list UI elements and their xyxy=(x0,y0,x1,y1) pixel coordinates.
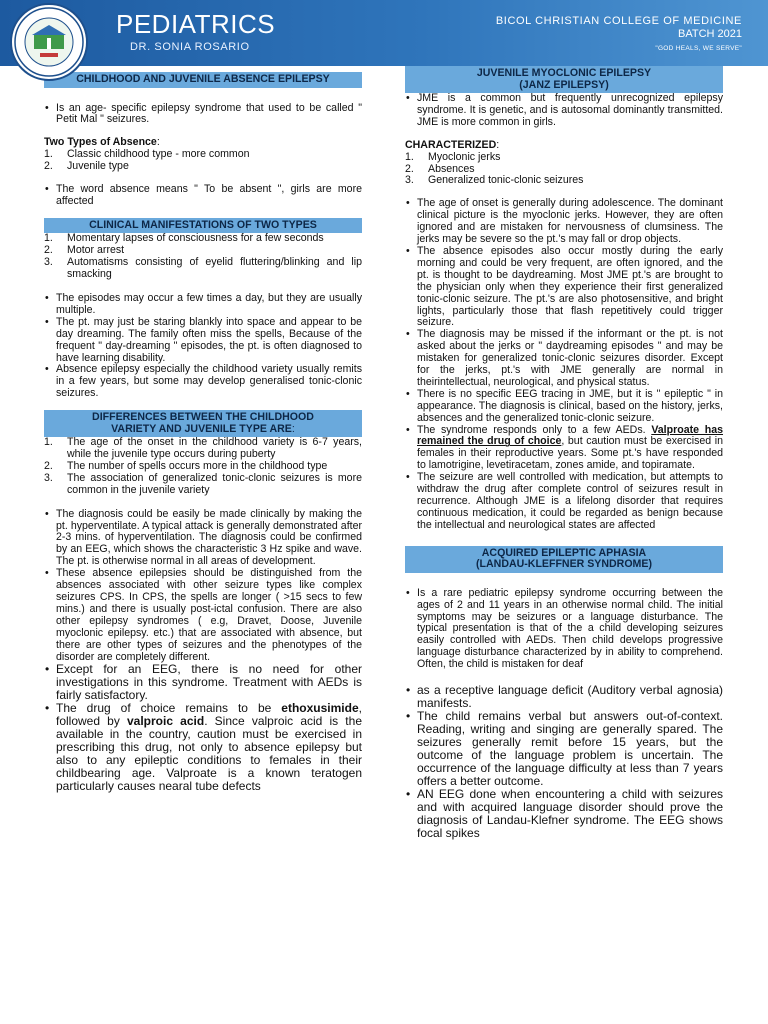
college-seal-icon xyxy=(10,3,88,81)
page-header xyxy=(0,0,768,66)
section-heading-clinical-manifestations: CLINICAL MANIFESTATIONS OF TWO TYPES xyxy=(44,218,362,234)
list-item: • Absence epilepsy especially the childhood variety usually remits in a few years, but some may develop generalised tonic-clonic seizures. xyxy=(44,364,362,400)
list-item: • AN EEG done when encountering a child with seizures and with acquired language disorder should prove the diagnosis of Landau-Klefner syndrome. The EEG shows focal spikes xyxy=(405,788,723,840)
list-item: • The child remains verbal but answers out-of-context. Reading, writing and singing are generally spared. The seizures generally remit before 15 years, but the outcome of the language problem is uncertain. The occurrence of the language difficulty at less than 7 years offers a better outcome. xyxy=(405,710,723,788)
list-item: 2. Motor arrest xyxy=(44,244,125,257)
list-item: • The syndrome responds only to a few AEDs. Valproate has remained the drug of choice, but caution must be exercised in females in their reproductive years. Some pt.'s have responded to lamotrigine, levetiracetam, zones amide, and topiramate. xyxy=(405,425,723,473)
characterized-list xyxy=(405,152,723,188)
types-list xyxy=(44,149,362,173)
manifestations-notes xyxy=(44,293,362,400)
list-item: 3. The association of generalized tonic-clonic seizures is more common in the juvenile variety xyxy=(44,471,362,496)
manifestations-list xyxy=(44,233,362,281)
motto: "GOD HEALS, WE SERVE" xyxy=(655,45,742,52)
list-item: • These absence epilepsies should be distinguished from the absences associated with other seizure types like complex seizures CPS. In CPS, the spells are longer ( >15 secs to few mins.) and there is usually post-ictal confusion. There are also other epilepsy syndromes ( e.g, Dravet, Doose, Juvenile myoclonic epilepsy. etc.) that are associated with absence, but there are other types of seizures and the phenotypes of the disorder are completely different. xyxy=(44,568,362,663)
list-item: 2. Absences xyxy=(405,162,475,175)
section-heading-differences: DIFFERENCES BETWEEN THE CHILDHOOD VARIETY AND JUVENILE TYPE ARE: xyxy=(44,410,362,437)
diagnosis-notes xyxy=(44,509,362,664)
list-item: 3. Generalized tonic-clonic seizures xyxy=(405,174,584,187)
list-item: • as a receptive language deficit (Auditory verbal agnosia) manifests. xyxy=(405,684,723,710)
list-item: 1. Momentary lapses of consciousness for a few seconds xyxy=(44,232,324,245)
list-item: • There is no specific EEG tracing in JME, but it is " epileptic " in appearance. The diagnosis is clinical, based on the history, jerks, absences and the generalized tonic-clonic seizure. xyxy=(405,389,723,425)
list-item: 1. The age of the onset in the childhood variety is 6-7 years, while the juvenile type occurs during puberty xyxy=(44,436,362,461)
list-item: • Is an age- specific epilepsy syndrome that used to be called " Petit Mal " seizures. xyxy=(44,103,362,127)
header-right xyxy=(496,15,742,52)
section-heading-absence-epilepsy: CHILDHOOD AND JUVENILE ABSENCE EPILEPSY xyxy=(44,72,362,88)
list-item: 1. Myoclonic jerks xyxy=(405,150,501,163)
list-item: • The seizure are well controlled with medication, but attempts to withdraw the drug after complete control of seizures result in recurrence. Although JME is a lifelong disorder that requires continuous medication, it could be regarded as benign because the intellectual and neurological states are affected xyxy=(405,472,723,532)
list-item: • The pt. may just be staring blankly into space and appear to be day dreaming. The family often miss the spells, Because of the frequent " day-dreaming " episodes, the pt. is often diagnosed to have learning disability. xyxy=(44,317,362,365)
list-item: • JME is a common but frequently unrecognized epilepsy syndrome. It is genetic, and is autosomal dominantly transmitted. JME is more common in girls. xyxy=(405,93,723,129)
section-heading-jme: JUVENILE MYOCLONIC EPILEPSY (JANZ EPILEPSY) xyxy=(405,66,723,93)
left-column xyxy=(44,70,362,793)
list-item: • The drug of choice remains to be ethoxusimide, followed by valproic acid. Since valproic acid is the available in the country, caution must be exercised in prescribing this drug, not only to absence epilepsy but also to any epileptic conditions to females in their childbearing age. Valproate is a known teratogen particularly causes nearal tube defects xyxy=(44,702,362,793)
list-item: • Except for an EEG, there is no need for other investigations in this syndrome. Treatment with AEDs is fairly satisfactory. xyxy=(44,663,362,702)
characterized-heading: CHARACTERIZED: xyxy=(405,138,500,151)
list-item: 2. Juvenile type xyxy=(44,160,129,173)
list-item: • The age of onset is generally during adolescence. The dominant clinical picture is the myoclonic jerks. However, they are often ignored and are mistaken for nervousness of clumsiness. The jerks may be severe so the pt.'s may fall or drop objects. xyxy=(405,198,723,246)
list-item: • The diagnosis could be easily be made clinically by making the pt. hyperventilate. A typical attack is generally demonstrated after 2-3 mins. of hyperventilation. The diagnosis could be confirmed by an EEG, which shows the characteristic 3 Hz spike and wave. The pt. is otherwise normal in all areas of development. xyxy=(44,509,362,569)
list-item: • The episodes may occur a few times a day, but they are usually multiple. xyxy=(44,293,362,317)
section-heading-landau-kleffner: ACQUIRED EPILEPTIC APHASIA (LANDAU-KLEFFNER SYNDROME) xyxy=(405,546,723,573)
list-item: • Is a rare pediatric epilepsy syndrome occurring between the ages of 2 and 11 years in an otherwise normal child. The initial symptoms may be seizures or a language disturbance. The typical presentation is that of the a child developing seizures easily controlled with AEDs. Then child develops progressive language disturbance characterized by in ability to comprehend. Often, the child is mistaken for deaf xyxy=(405,588,723,671)
jme-notes xyxy=(405,198,723,424)
differences-list xyxy=(44,437,362,497)
page-title: PEDIATRICS xyxy=(116,9,276,39)
list-item: 3. Automatisms consisting of eyelid fluttering/blinking and lip smacking xyxy=(44,256,362,281)
list-item: 1. Classic childhood type - more common xyxy=(44,148,250,161)
types-heading: Two Types of Absence: xyxy=(44,136,160,149)
landau-kleffner-notes xyxy=(405,684,723,840)
school-name: BICOL CHRISTIAN COLLEGE OF MEDICINE xyxy=(495,15,742,27)
list-item: 2. The number of spells occurs more in the childhood type xyxy=(44,459,328,472)
list-item: • The absence episodes also occur mostly during the early morning and could be very frequent, are often ignored, and the pt. is thought to be daydreaming. Most JME pt.'s are brought to the physician only when they experience their first generalized tonic-clonic seizure. The pt.'s are also photosensitive, and bright lights, particularly those that flash repetitively could trigger seizure. xyxy=(405,246,723,329)
list-item: • The diagnosis may be missed if the informant or the pt. is not asked about the jerks or " daydreaming episodes " and may be mistaken for generalized tonic-clonic seizures disorder. Except for the jerks, pt.'s with JME generally are normal in theirintellectual, neurological, and physical status. xyxy=(405,329,723,389)
lecturer-name: DR. SONIA ROSARIO xyxy=(130,41,250,53)
list-item: • The word absence means " To be absent ", girls are more affected xyxy=(44,184,362,208)
right-column xyxy=(405,67,723,841)
batch-label: BATCH 2021 xyxy=(678,28,742,40)
